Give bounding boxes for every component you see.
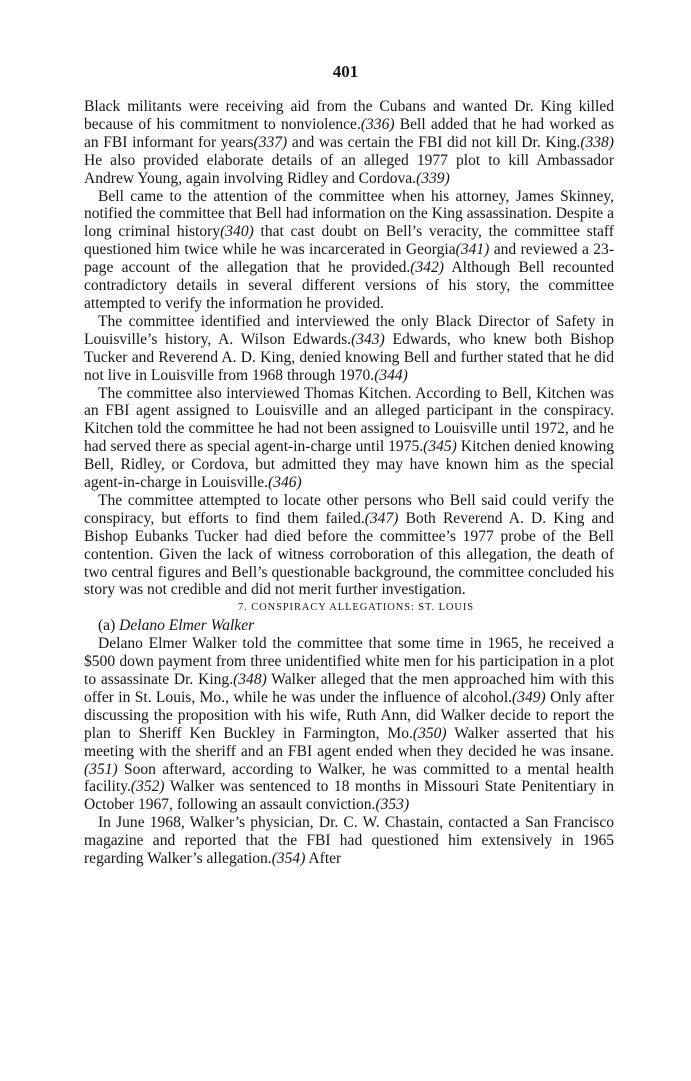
subheading-label: (a) bbox=[98, 617, 120, 635]
footnote-reference: (343) bbox=[351, 330, 385, 348]
paragraph bbox=[84, 98, 614, 188]
footnote-reference: (342) bbox=[410, 259, 444, 277]
footnote-reference: (348) bbox=[233, 671, 267, 688]
section-heading: 7. CONSPIRACY ALLEGATIONS: ST. LOUIS bbox=[238, 602, 474, 614]
subheading-name: Delano Elmer Walker bbox=[119, 617, 255, 635]
footnote-reference: (349) bbox=[512, 688, 546, 706]
text-run: Soon afterward, according to Walker, he was committed to a mental health facility. bbox=[84, 760, 614, 796]
text-run: Walker alleged that the men approached him with this offer in St. Louis, Mo., while he was under the influence of alcohol. bbox=[84, 671, 614, 706]
text-run: that cast doubt on Bell’s veracity, the committee staff questioned him twice while he was incarcerated in Georgia bbox=[84, 223, 614, 259]
text-run: Walker asserted that his meeting with the sheriff and an FBI agent ended when they decided he was insane. bbox=[84, 724, 614, 760]
text-run: Only after discussing the proposition with his wife, Ruth Ann, did Walker decide to report the plan to Sheriff Ken Buckley in Farmington, Mo. bbox=[84, 688, 614, 742]
text-run: Bell came to the attention of the committee when his attorney, James Skinney, notified the committee that Bell had information on the King assassination. Despite a long criminal history bbox=[84, 187, 614, 241]
footnote-reference: (350) bbox=[412, 724, 447, 742]
paragraph bbox=[84, 814, 614, 868]
subheading bbox=[84, 617, 614, 635]
footnote-reference: (340) bbox=[220, 223, 254, 241]
text-run: The committee identified and interviewed the only Black Director of Safety in Louisville’s history, A. Wilson Edwards. bbox=[84, 312, 614, 348]
text-run: Kitchen denied knowing Bell, Ridley, or Cordova, but admitted they may have known him as the special agent-in-charge in Louisville. bbox=[84, 438, 614, 492]
text-run: Although Bell recounted contradictory details in several different versions of his story, the committee attempted to verify the information he provided. bbox=[84, 259, 614, 312]
footnote-reference: (338) bbox=[580, 133, 614, 151]
text-run: Delano Elmer Walker told the committee that some time in 1965, he received a $500 down payment from three unidentified white men for his participation in a plot to assassinate Dr. King. bbox=[84, 635, 614, 688]
paragraph-group-bell bbox=[84, 98, 614, 599]
page-number: 401 bbox=[332, 62, 359, 81]
text-run: Both Reverend A. D. King and Bishop Eubanks Tucker had died before the committee’s 1977 probe of the Bell contention. Given the lack of witness corroboration of this allegation, the death of two central figures and Bell’s questionable background, the committee concluded his story was not credible and did not merit further investigation. bbox=[84, 509, 614, 599]
text-run: and reviewed a 23-page account of the allegation that he provided. bbox=[84, 241, 614, 277]
footnote-reference: (351) bbox=[84, 760, 118, 778]
paragraph bbox=[84, 313, 614, 385]
paragraph bbox=[84, 492, 614, 599]
footnote-reference: (345) bbox=[423, 438, 457, 456]
paragraph bbox=[84, 188, 614, 313]
footnote-reference: (344) bbox=[374, 366, 408, 384]
text-run: In June 1968, Walker’s physician, Dr. C. W. Chastain, contacted a San Francisco magazine and reported that the FBI had questioned him extensively in 1965 regarding Walker’s allegation. bbox=[84, 814, 614, 868]
footnote-reference: (354) bbox=[271, 850, 306, 868]
paragraph bbox=[84, 635, 614, 814]
text-run: He also provided elaborate details of an alleged 1977 plot to kill Ambassador Andrew Young, again involving Ridley and Cordova. bbox=[84, 151, 614, 187]
footnote-reference: (336) bbox=[360, 115, 395, 133]
text-run: The committee attempted to locate other persons who Bell said could verify the conspiracy, but efforts to find them failed. bbox=[84, 491, 614, 527]
text-run: Edwards, who knew both Bishop Tucker and Reverend A. D. King, denied knowing Bell and further stated that he did not live in Louisville from 1968 through 1970. bbox=[84, 330, 614, 384]
text-run: Black militants were receiving aid from the Cubans and wanted Dr. King killed because of his commitment to nonviolence. bbox=[84, 98, 614, 133]
footnote-reference: (353) bbox=[375, 796, 410, 814]
page-body bbox=[84, 98, 614, 868]
paragraph bbox=[84, 385, 614, 492]
text-run: After bbox=[305, 850, 342, 868]
paragraph-group-walker bbox=[84, 635, 614, 868]
footnote-reference: (347) bbox=[364, 509, 399, 527]
text-run: Walker was sentenced to 18 months in Missouri State Penitentiary in October 1967, following an assault conviction. bbox=[84, 778, 614, 814]
text-run: and was certain the FBI did not kill Dr. King. bbox=[287, 133, 581, 151]
footnote-reference: (352) bbox=[130, 778, 165, 796]
footnote-reference: (341) bbox=[455, 241, 490, 259]
footnote-reference: (346) bbox=[268, 474, 302, 492]
footnote-reference: (337) bbox=[253, 133, 288, 151]
footnote-reference: (339) bbox=[416, 169, 450, 187]
text-run: Bell added that he had worked as an FBI informant for years bbox=[84, 115, 614, 151]
text-run: The committee also interviewed Thomas Kitchen. According to Bell, Kitchen was an FBI agent assigned to Louisville and an alleged participant in the conspiracy. Kitchen told the committee he had not been assigned to Louisville until 1972, and he had served there as special agent-in-charge until 1975. bbox=[84, 384, 614, 456]
